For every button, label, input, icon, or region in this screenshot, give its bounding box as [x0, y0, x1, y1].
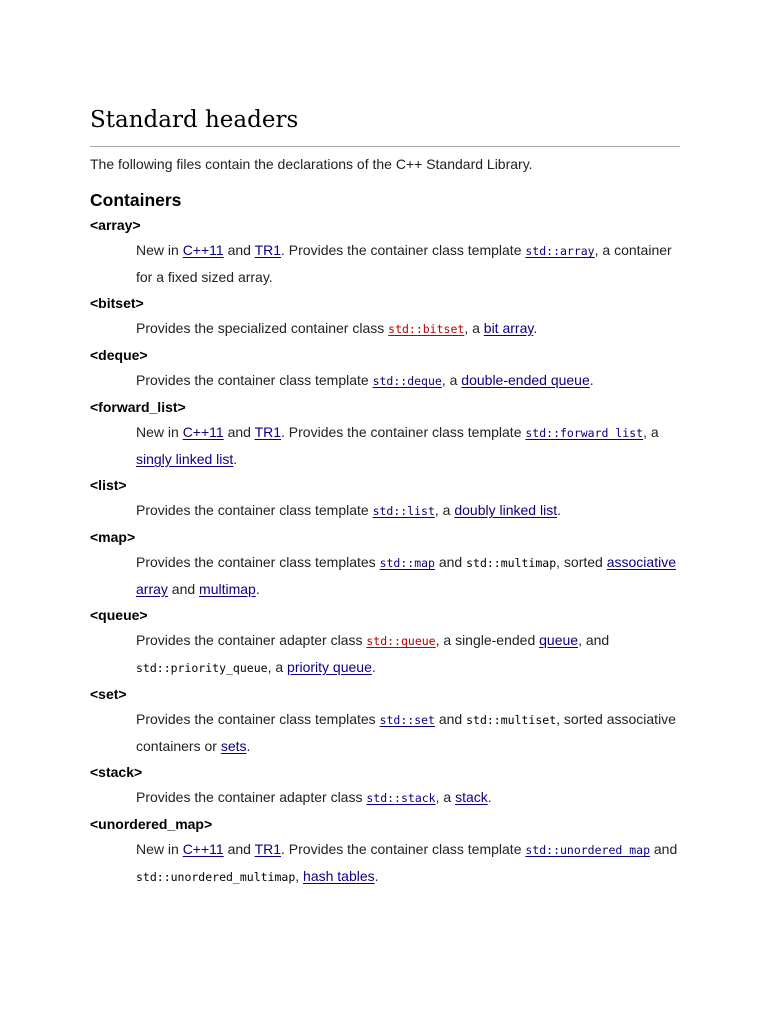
- header-description: [136, 782, 680, 811]
- header-term: <deque>: [90, 347, 148, 363]
- code-link[interactable]: std::set: [379, 713, 435, 727]
- desc-text: .: [589, 372, 594, 388]
- desc-text: Provides the container class templates: [136, 711, 380, 727]
- desc-text: and: [167, 581, 200, 597]
- header-term: <unordered_map>: [90, 816, 213, 832]
- desc-text: Provides the container adapter class: [136, 789, 367, 805]
- header-description: [136, 313, 680, 342]
- header-term: <set>: [90, 686, 127, 702]
- wiki-link[interactable]: C++11: [182, 242, 224, 258]
- inline-code: std::priority_queue: [136, 661, 268, 675]
- code-link[interactable]: std::array: [525, 244, 595, 258]
- desc-text: , and: [578, 632, 610, 648]
- wiki-link[interactable]: stack: [455, 789, 488, 805]
- page-title: Standard headers: [90, 104, 680, 147]
- wiki-link[interactable]: TR1: [254, 841, 282, 857]
- wiki-link[interactable]: singly linked list: [136, 451, 234, 467]
- wiki-link[interactable]: double-ended queue: [461, 372, 590, 388]
- desc-text: .: [557, 502, 561, 518]
- wiki-link[interactable]: TR1: [254, 424, 282, 440]
- header-description: [136, 625, 680, 681]
- header-term: <map>: [90, 529, 136, 545]
- desc-text: New in: [136, 242, 183, 258]
- wiki-link[interactable]: bit array: [483, 320, 534, 336]
- desc-text: . Provides the container class template: [281, 424, 526, 440]
- header-description: [136, 235, 680, 290]
- desc-text: Provides the container class template: [136, 372, 373, 388]
- intro-paragraph: The following files contain the declarations of the C++ Standard Library.: [90, 156, 533, 172]
- desc-text: . Provides the container class template: [281, 841, 526, 857]
- header-term: <forward_list>: [90, 399, 186, 415]
- header-description: [136, 365, 680, 394]
- wiki-link[interactable]: queue: [539, 632, 579, 648]
- header-term: <bitset>: [90, 295, 144, 311]
- desc-text: , a container for a fixed sized array.: [136, 242, 672, 285]
- code-link[interactable]: std::list: [372, 504, 435, 518]
- header-description: [136, 495, 680, 524]
- desc-text: .: [246, 738, 251, 754]
- wiki-link[interactable]: C++11: [182, 424, 224, 440]
- desc-text: Provides the container adapter class: [136, 632, 367, 648]
- wiki-link[interactable]: sets: [220, 738, 247, 754]
- header-term: <list>: [90, 477, 127, 493]
- header-term: <array>: [90, 217, 141, 233]
- desc-text: .: [255, 581, 260, 597]
- desc-text: , sorted associative containers or: [136, 711, 676, 754]
- section-heading-containers: Containers: [90, 190, 182, 210]
- desc-text: and: [650, 841, 678, 857]
- code-link-missing[interactable]: std::queue: [366, 634, 436, 648]
- header-definition-list: [90, 215, 680, 890]
- desc-text: .: [233, 451, 238, 467]
- desc-text: .: [533, 320, 538, 336]
- desc-text: Provides the container class templates: [136, 554, 380, 570]
- code-link[interactable]: std::deque: [372, 374, 442, 388]
- header-description: [136, 834, 680, 890]
- desc-text: New in: [136, 841, 183, 857]
- code-link[interactable]: std::stack: [366, 791, 436, 805]
- code-link[interactable]: std::unordered_map: [525, 843, 650, 857]
- inline-code: std::multiset: [466, 713, 557, 727]
- desc-text: . Provides the container class template: [281, 242, 526, 258]
- wiki-link[interactable]: C++11: [182, 841, 224, 857]
- article-content: [90, 104, 680, 890]
- desc-text: , a single-ended: [435, 632, 540, 648]
- desc-text: , a: [434, 502, 455, 518]
- desc-text: New in: [136, 424, 183, 440]
- desc-text: Provides the container class template: [136, 502, 373, 518]
- desc-text: and: [434, 554, 467, 570]
- header-description: [136, 547, 680, 602]
- header-description: [136, 704, 680, 759]
- desc-text: , sorted: [556, 554, 607, 570]
- desc-text: , a: [267, 659, 288, 675]
- desc-text: .: [371, 659, 376, 675]
- desc-text: , a: [643, 424, 659, 440]
- wiki-link[interactable]: associative array: [136, 554, 676, 597]
- wiki-link[interactable]: doubly linked list: [454, 502, 558, 518]
- inline-code: std::multimap: [466, 556, 557, 570]
- inline-code: std::unordered_multimap: [136, 870, 296, 884]
- desc-text: .: [374, 868, 379, 884]
- code-link-missing[interactable]: std::bitset: [388, 322, 465, 336]
- desc-text: and: [223, 424, 255, 440]
- desc-text: , a: [441, 372, 462, 388]
- header-term: <stack>: [90, 764, 143, 780]
- code-link[interactable]: std::forward_list: [525, 426, 644, 440]
- code-link[interactable]: std::map: [379, 556, 435, 570]
- desc-text: , a: [464, 320, 484, 336]
- wiki-link[interactable]: multimap: [199, 581, 256, 597]
- desc-text: ,: [295, 868, 304, 884]
- desc-text: , a: [435, 789, 456, 805]
- desc-text: and: [223, 242, 255, 258]
- wiki-link[interactable]: TR1: [254, 242, 282, 258]
- header-description: [136, 417, 680, 472]
- wiki-link[interactable]: priority queue: [287, 659, 372, 675]
- header-term: <queue>: [90, 607, 148, 623]
- desc-text: .: [487, 789, 492, 805]
- desc-text: Provides the specialized container class: [136, 320, 389, 336]
- desc-text: and: [434, 711, 467, 727]
- desc-text: and: [223, 841, 255, 857]
- wiki-link[interactable]: hash tables: [303, 868, 375, 884]
